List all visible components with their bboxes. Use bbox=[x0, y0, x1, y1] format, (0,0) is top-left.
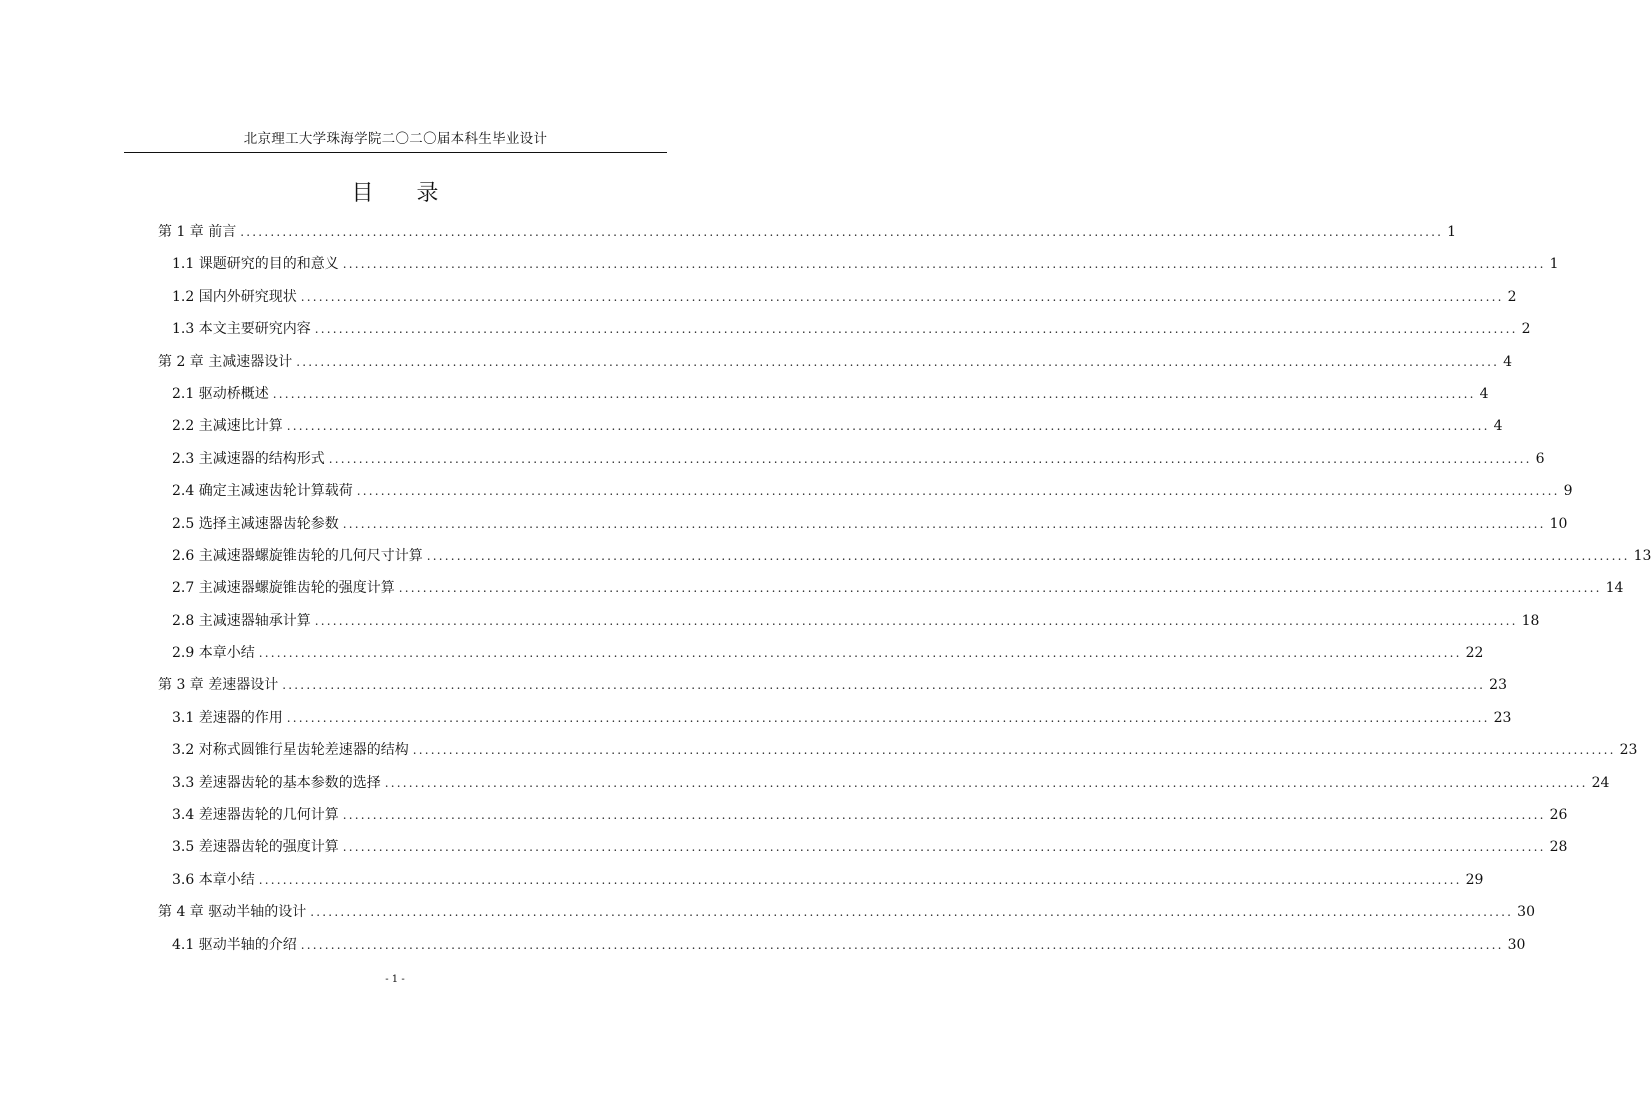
toc-entry-section[interactable] bbox=[158, 931, 1526, 963]
page-number: - 1 - bbox=[385, 974, 405, 985]
toc-entry-label: 2.9 本章小结 bbox=[172, 639, 259, 667]
toc-entry-label: 2.6 主减速器螺旋锥齿轮的几何尺寸计算 bbox=[172, 542, 427, 570]
toc-dot-leader: ........................................................................................................................................................................................................ bbox=[310, 905, 1514, 920]
toc-entry-label: 3.6 本章小结 bbox=[172, 866, 259, 894]
toc-entry-label: 第 1 章 前言 bbox=[158, 218, 240, 246]
toc-dot-leader: ........................................................................................................................................................................................................ bbox=[286, 419, 1490, 434]
toc-dot-leader: ........................................................................................................................................................................................................ bbox=[286, 710, 1490, 725]
toc-entry-section[interactable] bbox=[158, 769, 1610, 801]
toc-dot-leader: ........................................................................................................................................................................................................ bbox=[240, 225, 1444, 239]
toc-dot-leader: ........................................................................................................................................................................................................ bbox=[300, 937, 1504, 952]
toc-dot-leader: ........................................................................................................................................................................................................ bbox=[282, 678, 1486, 693]
toc-entry-section[interactable] bbox=[158, 866, 1484, 898]
toc-entry-label: 3.3 差速器齿轮的基本参数的选择 bbox=[172, 769, 385, 797]
toc-entry-page: 28 bbox=[1549, 839, 1568, 856]
toc-entry-section[interactable] bbox=[158, 704, 1512, 736]
toc-entry-label: 2.1 驱动桥概述 bbox=[172, 380, 273, 408]
toc-entry-page: 23 bbox=[1489, 677, 1507, 694]
table-of-contents bbox=[158, 218, 1651, 963]
toc-dot-leader: ........................................................................................................................................................................................................ bbox=[342, 257, 1546, 272]
toc-entry-page: 22 bbox=[1465, 645, 1484, 662]
toc-entry-section[interactable] bbox=[158, 250, 1559, 282]
toc-entry-chapter[interactable] bbox=[158, 671, 1507, 703]
toc-entry-section[interactable] bbox=[158, 412, 1503, 444]
toc-entry-label: 3.2 对称式圆锥行星齿轮差速器的结构 bbox=[172, 736, 413, 764]
toc-dot-leader: ........................................................................................................................................................................................................ bbox=[314, 322, 1518, 337]
toc-entry-label: 3.4 差速器齿轮的几何计算 bbox=[172, 801, 343, 829]
toc-dot-leader: ........................................................................................................................................................................................................ bbox=[342, 516, 1546, 531]
toc-entry-page: 1 bbox=[1549, 256, 1559, 273]
toc-dot-leader: ........................................................................................................................................................................................................ bbox=[296, 354, 1500, 369]
toc-entry-section[interactable] bbox=[158, 736, 1638, 768]
toc-entry-page: 30 bbox=[1517, 904, 1535, 921]
toc-entry-label: 2.7 主减速器螺旋锥齿轮的强度计算 bbox=[172, 574, 399, 602]
toc-entry-label: 2.3 主减速器的结构形式 bbox=[172, 445, 329, 473]
header-rule bbox=[124, 152, 667, 153]
toc-entry-section[interactable] bbox=[158, 833, 1568, 865]
page-title: 目 录 bbox=[351, 181, 457, 206]
toc-dot-leader: ........................................................................................................................................................................................................ bbox=[342, 808, 1546, 823]
toc-dot-leader: ........................................................................................................................................................................................................ bbox=[272, 386, 1476, 401]
toc-entry-label: 2.5 选择主减速器齿轮参数 bbox=[172, 510, 343, 538]
toc-entry-section[interactable] bbox=[158, 639, 1484, 671]
toc-entry-page: 29 bbox=[1465, 871, 1484, 888]
toc-dot-leader: ........................................................................................................................................................................................................ bbox=[258, 872, 1462, 887]
toc-entry-section[interactable] bbox=[158, 801, 1568, 833]
toc-entry-label: 1.1 课题研究的目的和意义 bbox=[172, 250, 343, 278]
toc-entry-page: 6 bbox=[1535, 450, 1545, 467]
toc-dot-leader: ........................................................................................................................................................................................................ bbox=[258, 646, 1462, 661]
toc-entry-chapter[interactable] bbox=[158, 348, 1513, 380]
toc-entry-page: 4 bbox=[1479, 385, 1489, 402]
toc-entry-page: 14 bbox=[1605, 580, 1624, 597]
toc-entry-label: 3.1 差速器的作用 bbox=[172, 704, 287, 732]
toc-entry-label: 第 4 章 驱动半轴的设计 bbox=[158, 898, 310, 926]
toc-entry-section[interactable] bbox=[158, 283, 1517, 315]
toc-entry-section[interactable] bbox=[158, 574, 1624, 606]
toc-entry-label: 4.1 驱动半轴的介绍 bbox=[172, 931, 301, 959]
toc-entry-section[interactable] bbox=[158, 445, 1545, 477]
toc-entry-page: 23 bbox=[1619, 742, 1638, 759]
toc-dot-leader: ........................................................................................................................................................................................................ bbox=[328, 451, 1532, 466]
toc-entry-section[interactable] bbox=[158, 607, 1540, 639]
toc-entry-page: 26 bbox=[1549, 807, 1568, 824]
toc-entry-page: 24 bbox=[1591, 774, 1610, 791]
toc-entry-page: 9 bbox=[1563, 483, 1573, 500]
toc-entry-page: 1 bbox=[1447, 224, 1457, 240]
toc-entry-page: 4 bbox=[1503, 353, 1513, 370]
toc-entry-section[interactable] bbox=[158, 542, 1651, 574]
toc-entry-label: 第 2 章 主减速器设计 bbox=[158, 348, 296, 376]
toc-dot-leader: ........................................................................................................................................................................................................ bbox=[342, 840, 1546, 855]
toc-entry-chapter[interactable] bbox=[158, 898, 1535, 930]
toc-entry-page: 10 bbox=[1549, 515, 1568, 532]
toc-entry-label: 2.4 确定主减速齿轮计算载荷 bbox=[172, 477, 357, 505]
toc-entry-page: 30 bbox=[1507, 936, 1526, 953]
toc-entry-section[interactable] bbox=[158, 315, 1531, 347]
toc-entry-section[interactable] bbox=[158, 477, 1573, 509]
toc-entry-label: 第 3 章 差速器设计 bbox=[158, 671, 282, 699]
toc-dot-leader: ........................................................................................................................................................................................................ bbox=[384, 775, 1588, 790]
toc-dot-leader: ........................................................................................................................................................................................................ bbox=[398, 581, 1602, 596]
toc-entry-label: 2.2 主减速比计算 bbox=[172, 412, 287, 440]
toc-entry-page: 18 bbox=[1521, 612, 1540, 629]
toc-entry-label: 2.8 主减速器轴承计算 bbox=[172, 607, 315, 635]
toc-entry-page: 23 bbox=[1493, 709, 1512, 726]
toc-entry-label: 3.5 差速器齿轮的强度计算 bbox=[172, 833, 343, 861]
toc-entry-label: 1.3 本文主要研究内容 bbox=[172, 315, 315, 343]
toc-entry-label: 1.2 国内外研究现状 bbox=[172, 283, 301, 311]
toc-dot-leader: ........................................................................................................................................................................................................ bbox=[314, 613, 1518, 628]
toc-entry-page: 2 bbox=[1507, 288, 1517, 305]
toc-dot-leader: ........................................................................................................................................................................................................ bbox=[300, 289, 1504, 304]
toc-dot-leader: ........................................................................................................................................................................................................ bbox=[426, 548, 1630, 563]
toc-entry-section[interactable] bbox=[158, 380, 1489, 412]
toc-entry-page: 4 bbox=[1493, 418, 1503, 435]
toc-dot-leader: ........................................................................................................................................................................................................ bbox=[356, 484, 1560, 499]
toc-dot-leader: ........................................................................................................................................................................................................ bbox=[412, 743, 1616, 758]
toc-entry-section[interactable] bbox=[158, 510, 1568, 542]
toc-entry-page: 13 bbox=[1633, 547, 1651, 564]
toc-entry-page: 2 bbox=[1521, 321, 1531, 338]
toc-entry-chapter[interactable] bbox=[158, 218, 1457, 250]
page-header: 北京理工大学珠海学院二〇二〇届本科生毕业设计 bbox=[243, 131, 548, 147]
